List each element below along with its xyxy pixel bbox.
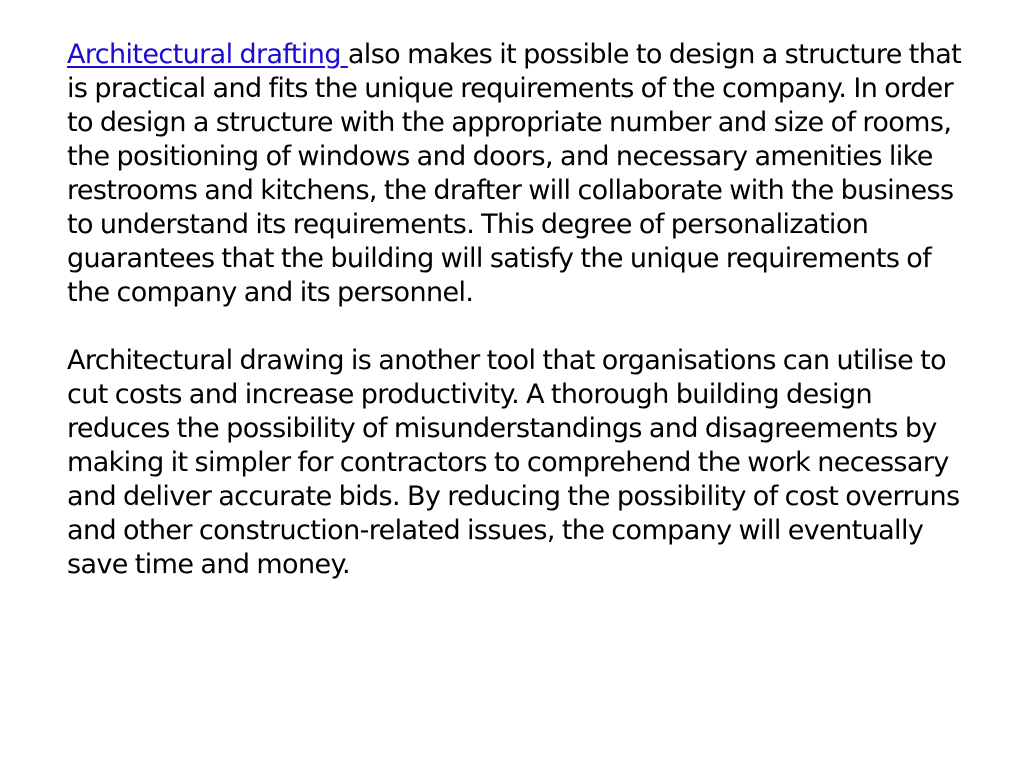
paragraph-1	[67, 38, 968, 310]
paragraph-1-text: also makes it possible to design a structure that is practical and fits the unique requirements of the company. In order to design a structure with the appropriate number and size of rooms, the positioning of windows and doors, and necessary amenities like restrooms and kitchens, the drafter will collaborate with the business to understand its requirements. This degree of personalization guarantees that the building will satisfy the unique requirements of the company and its personnel.	[67, 39, 962, 308]
paragraph-2-text: Architectural drawing is another tool that organisations can utilise to cut costs and increase productivity. A thorough building design reduces the possibility of misunderstandings and disagreements by making it simpler for contractors to comprehend the work necessary and deliver accurate bids. By reducing the possibility of cost overruns and other construction-related issues, the company will eventually save time and money.	[67, 345, 960, 580]
architectural-drafting-link[interactable]: Architectural drafting	[67, 39, 348, 70]
paragraph-2	[67, 344, 968, 582]
